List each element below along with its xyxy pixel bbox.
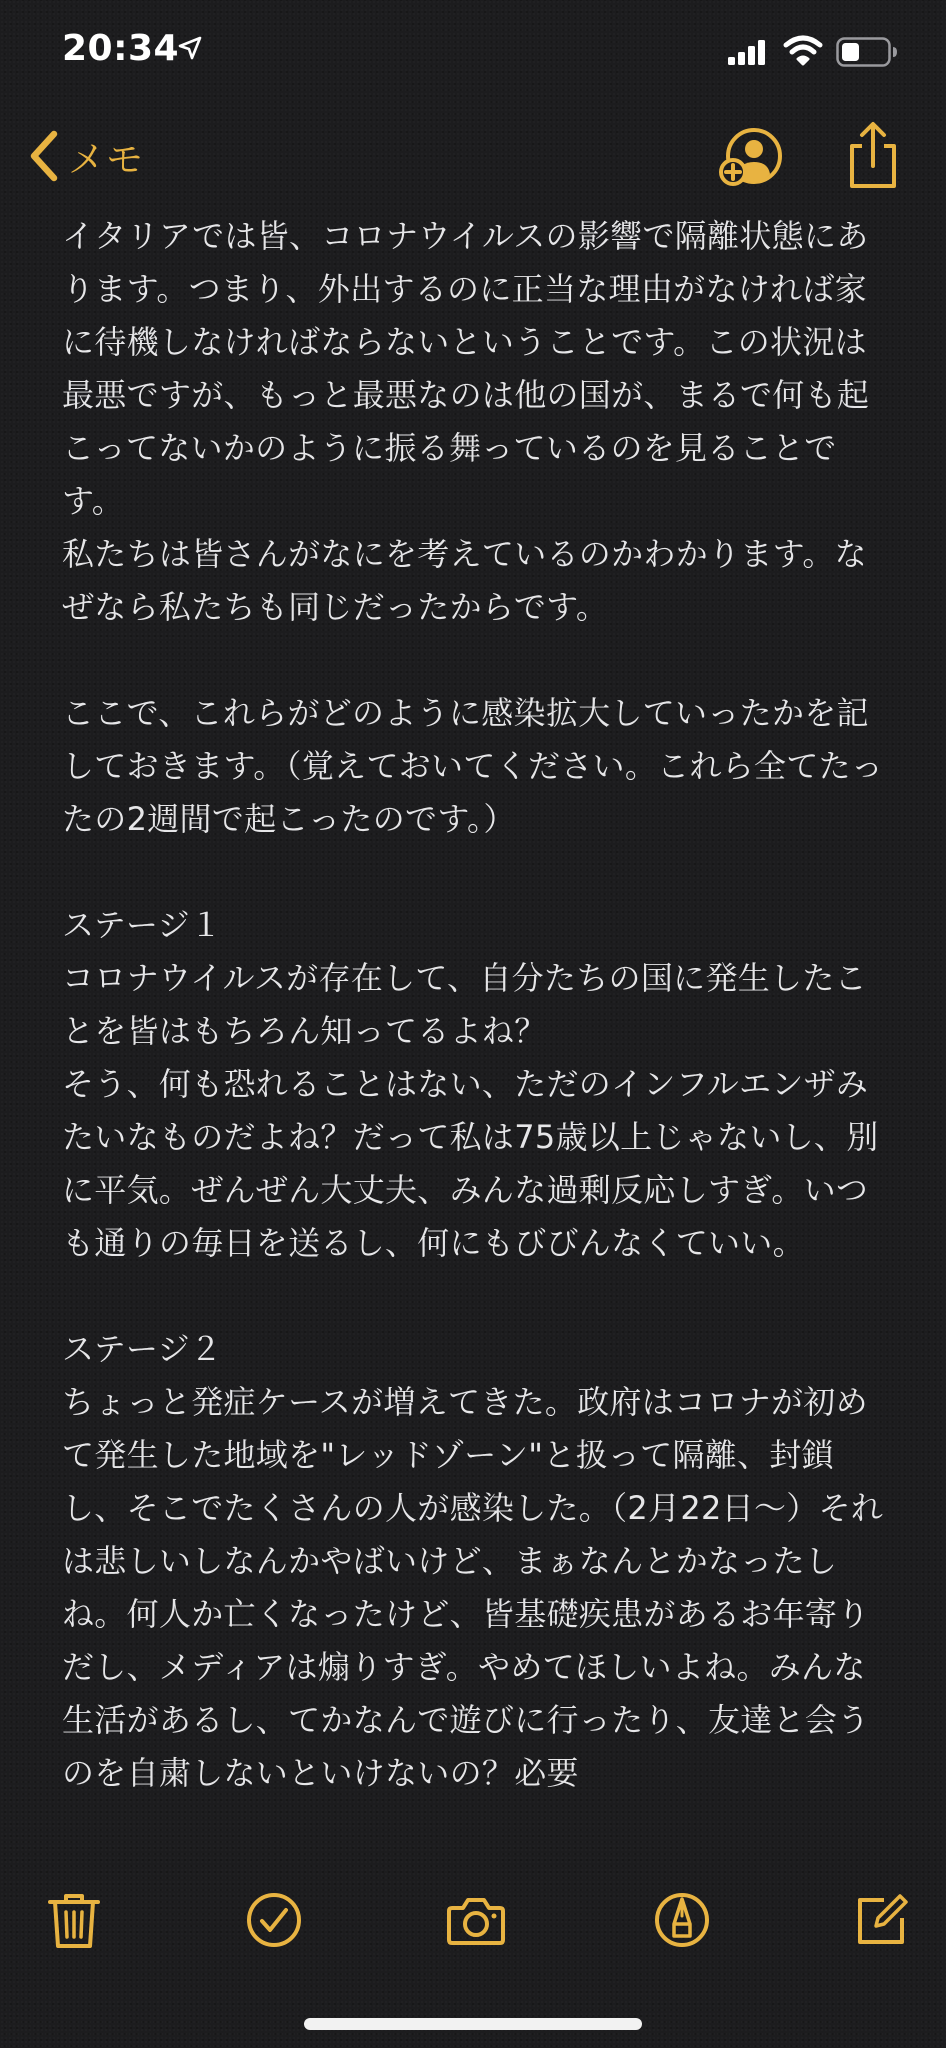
checkmark-circle-icon[interactable]: [244, 1890, 304, 1950]
note-paragraph: そう、何も恐れることはない、ただのインフルエンザみたいなものだよね？だって私は75歳以上じゃないし、別に平気。ぜんぜん大丈夫、みんな過剰反応しすぎ。いつも通りの毎日を送るし、何にもびびんなくていい。: [62, 1065, 879, 1262]
share-icon[interactable]: [846, 120, 900, 192]
note-blank-line: [62, 846, 892, 899]
note-blank-line: [62, 1270, 892, 1323]
chevron-left-icon: [26, 129, 60, 183]
wifi-icon: [783, 34, 823, 66]
bottom-toolbar: [0, 1870, 946, 1970]
note-paragraph: ここで、これらがどのように感染拡大していったかを記しておきます。（覚えておいてください。これら全てたったの2週間で起こったのです。）: [62, 694, 884, 838]
pen-circle-icon[interactable]: [652, 1890, 712, 1950]
battery-icon: [836, 37, 898, 67]
note-paragraph: コロナウイルスが存在して、自分たちの国に発生したことを皆はもちろん知ってるよね？: [62, 959, 867, 1050]
cellular-signal-icon: [727, 38, 767, 66]
note-blank-line: [62, 634, 892, 687]
home-indicator[interactable]: [304, 2018, 642, 2030]
back-button[interactable]: [26, 126, 144, 186]
location-arrow-icon: [178, 36, 202, 60]
person-add-icon[interactable]: [718, 124, 784, 190]
status-time: 20:34: [62, 28, 180, 69]
note-body[interactable]: [62, 210, 892, 1840]
camera-icon[interactable]: [446, 1890, 506, 1950]
note-heading-stage-2: ステージ２: [62, 1330, 223, 1368]
navigation-bar: [0, 110, 946, 210]
note-heading-stage-1: ステージ１: [62, 906, 223, 944]
note-paragraph: 私たちは皆さんがなにを考えているのかわかります。なぜなら私たちも同じだったからです。: [62, 535, 867, 626]
note-paragraph: ちょっと発症ケースが増えてきた。政府はコロナが初めて発生した地域を"レッドゾーン"と扱って隔離、封鎖し、そこでたくさんの人が感染した。（2月22日〜）それは悲しいしなんかやばいけど、まぁなんとかなったしね。何人か亡くなったけど、皆基礎疾患があるお年寄りだし、メディアは煽りすぎ。やめてほしいよね。みんな生活があるし、てかなんで遊びに行ったり、友達と会うのを自粛しないといけないの？必要: [62, 1383, 884, 1792]
note-paragraph: イタリアでは皆、コロナウイルスの影響で隔離状態にあります。つまり、外出するのに正当な理由がなければ家に待機しなければならないということです。この状況は最悪ですが、もっと最悪なのは他の国が、まるで何も起こってないかのように振る舞っているのを見ることです。: [62, 217, 870, 520]
back-button-label: メモ: [68, 138, 144, 181]
status-bar: [0, 0, 946, 110]
trash-icon[interactable]: [44, 1890, 104, 1950]
compose-icon[interactable]: [852, 1890, 912, 1950]
